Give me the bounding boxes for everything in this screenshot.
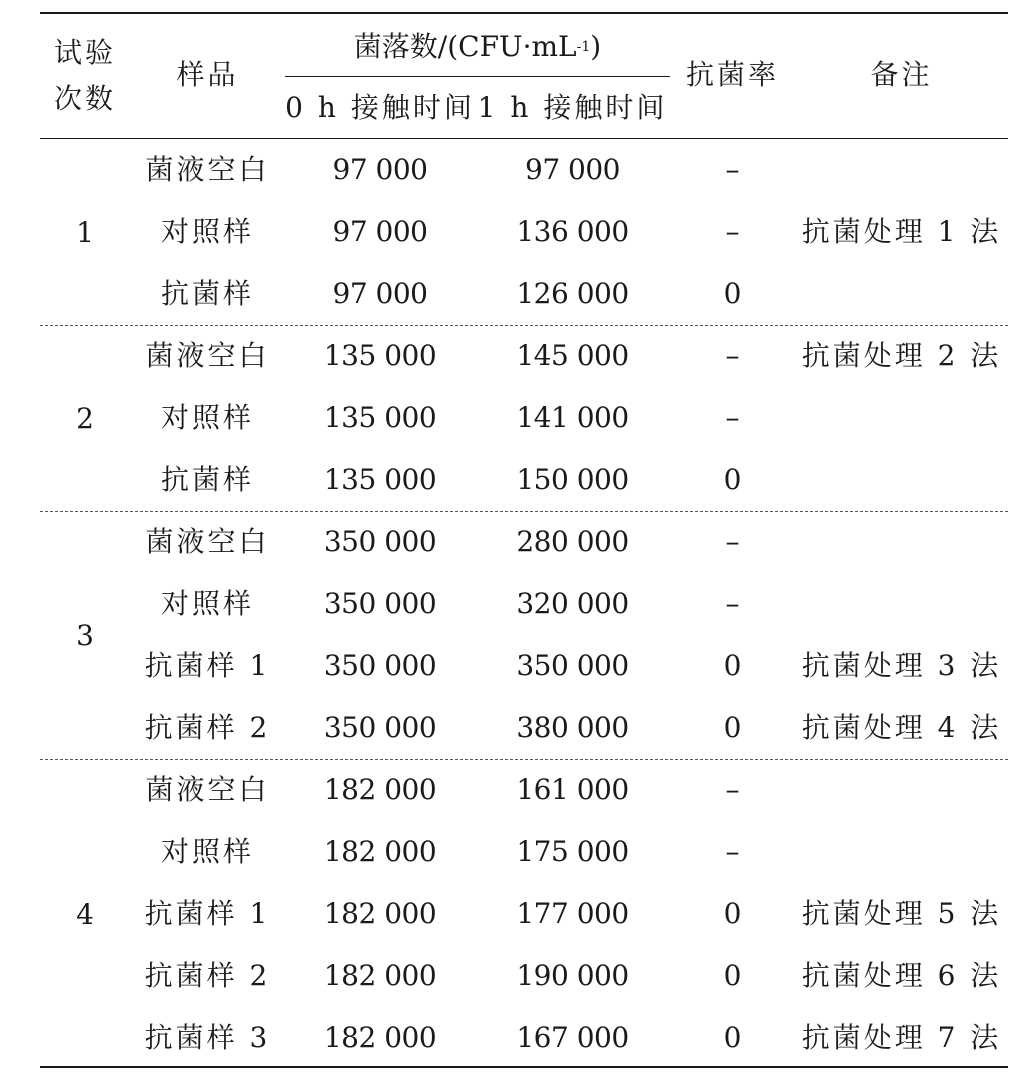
colony-0h-cell: 135 000	[323, 339, 437, 372]
table-bottom-rule	[40, 1066, 1008, 1068]
colony-1h-cell: 350 000	[516, 649, 629, 682]
sample-cell: 抗菌样 1	[144, 897, 271, 930]
colony-0h-cell: 350 000	[323, 711, 437, 744]
colony-1h-cell: 136 000	[516, 215, 629, 248]
trial-number: 4	[76, 897, 94, 931]
colony-0h-cell: 182 000	[323, 1021, 437, 1054]
table-row	[40, 697, 1008, 759]
colony-1h-cell: 150 000	[516, 463, 629, 496]
antibacterial-rate-cell: –	[725, 339, 740, 372]
table-row	[40, 945, 1008, 1007]
sample-cell: 菌液空白	[145, 153, 270, 186]
header-note: 备注	[870, 58, 933, 91]
header-contact-time-1h: 1 h 接触时间	[477, 91, 668, 124]
antibacterial-rate-cell: –	[725, 215, 740, 248]
colony-0h-cell: 182 000	[323, 835, 437, 868]
trial-number: 3	[76, 618, 94, 652]
note-cell: 抗菌处理 1 法	[801, 215, 1002, 248]
table-row	[40, 139, 1008, 201]
header-trial-line2: 次数	[53, 82, 116, 115]
colony-0h-cell: 135 000	[323, 401, 437, 434]
antibacterial-rate-cell: –	[725, 835, 740, 868]
colony-0h-cell: 182 000	[323, 959, 437, 992]
colony-1h-cell: 161 000	[516, 773, 629, 806]
trial-number: 1	[76, 215, 94, 249]
table-row	[40, 1007, 1008, 1069]
colony-1h-cell: 320 000	[516, 587, 629, 620]
antibacterial-rate-cell: 0	[723, 649, 742, 682]
table-row	[40, 263, 1008, 325]
note-cell	[795, 387, 1008, 449]
note-cell: 抗菌处理 5 法	[801, 897, 1002, 930]
table-row	[40, 821, 1008, 883]
note-cell: 抗菌处理 7 法	[801, 1021, 1002, 1054]
colony-1h-cell: 126 000	[516, 277, 629, 310]
colony-0h-cell: 97 000	[332, 215, 428, 248]
header-contact-time-0h: 0 h 接触时间	[285, 91, 475, 124]
sample-cell: 对照样	[160, 401, 254, 434]
colony-0h-cell: 350 000	[323, 587, 437, 620]
antibacterial-rate-cell: –	[725, 587, 740, 620]
sample-cell: 抗菌样	[160, 463, 254, 496]
note-cell	[795, 139, 1008, 201]
colony-0h-cell: 182 000	[323, 773, 437, 806]
antibacterial-rate-cell: –	[725, 525, 740, 558]
table-row	[40, 325, 1008, 387]
sample-cell: 对照样	[160, 835, 254, 868]
colony-0h-cell: 350 000	[323, 525, 437, 558]
table-row	[40, 387, 1008, 449]
sample-cell: 抗菌样 3	[144, 1021, 271, 1054]
header-colony-count-close: )	[590, 30, 602, 63]
note-cell: 抗菌处理 3 法	[801, 649, 1002, 682]
antibacterial-rate-cell: –	[725, 773, 740, 806]
antibacterial-results-table	[40, 12, 1008, 1072]
colony-1h-cell: 97 000	[525, 153, 620, 186]
header-trial-count	[40, 22, 130, 130]
header-trial-line1: 试验	[53, 36, 116, 69]
note-cell	[795, 449, 1008, 511]
colony-0h-cell: 97 000	[332, 277, 428, 310]
sample-cell: 对照样	[160, 215, 254, 248]
sample-cell: 抗菌样 1	[144, 649, 271, 682]
colony-1h-cell: 175 000	[516, 835, 629, 868]
header-colony-count: 菌落数/(CFU·mL -1 )	[353, 30, 602, 63]
note-cell	[795, 263, 1008, 325]
antibacterial-rate-cell: 0	[723, 897, 742, 930]
sample-cell: 抗菌样	[160, 277, 254, 310]
table-row	[40, 759, 1008, 821]
colony-1h-cell: 145 000	[516, 339, 629, 372]
header-sample: 样品	[176, 58, 239, 91]
header-sub-rule	[285, 76, 670, 77]
antibacterial-rate-cell: –	[725, 401, 740, 434]
colony-1h-cell: 167 000	[516, 1021, 629, 1054]
note-cell: 抗菌处理 2 法	[801, 339, 1002, 372]
table-row	[40, 573, 1008, 635]
antibacterial-rate-cell: –	[725, 153, 740, 186]
note-cell	[795, 821, 1008, 883]
antibacterial-rate-cell: 0	[723, 711, 742, 744]
note-cell	[795, 759, 1008, 821]
note-cell	[795, 573, 1008, 635]
header-antibacterial-rate: 抗菌率	[685, 58, 779, 91]
sample-cell: 菌液空白	[145, 525, 270, 558]
sample-cell: 抗菌样 2	[144, 959, 271, 992]
sample-cell: 对照样	[160, 587, 254, 620]
antibacterial-rate-cell: 0	[723, 959, 742, 992]
table-row	[40, 201, 1008, 263]
table-row	[40, 635, 1008, 697]
colony-0h-cell: 182 000	[323, 897, 437, 930]
colony-0h-cell: 97 000	[332, 153, 428, 186]
colony-1h-cell: 177 000	[516, 897, 629, 930]
colony-1h-cell: 380 000	[516, 711, 629, 744]
note-cell	[795, 511, 1008, 573]
antibacterial-rate-cell: 0	[723, 463, 742, 496]
note-cell: 抗菌处理 6 法	[801, 959, 1002, 992]
table-row	[40, 883, 1008, 945]
header-colony-count-text: 菌落数/(CFU·mL	[353, 30, 577, 63]
colony-0h-cell: 135 000	[323, 463, 437, 496]
sample-cell: 菌液空白	[145, 339, 270, 372]
trial-number: 2	[76, 401, 94, 435]
colony-0h-cell: 350 000	[323, 649, 437, 682]
antibacterial-rate-cell: 0	[723, 1021, 742, 1054]
table-row	[40, 449, 1008, 511]
colony-1h-cell: 280 000	[516, 525, 629, 558]
colony-1h-cell: 141 000	[516, 401, 629, 434]
sample-cell: 抗菌样 2	[144, 711, 271, 744]
note-cell: 抗菌处理 4 法	[801, 711, 1002, 744]
antibacterial-rate-cell: 0	[723, 277, 742, 310]
table-row	[40, 511, 1008, 573]
colony-1h-cell: 190 000	[516, 959, 629, 992]
sample-cell: 菌液空白	[145, 773, 270, 806]
